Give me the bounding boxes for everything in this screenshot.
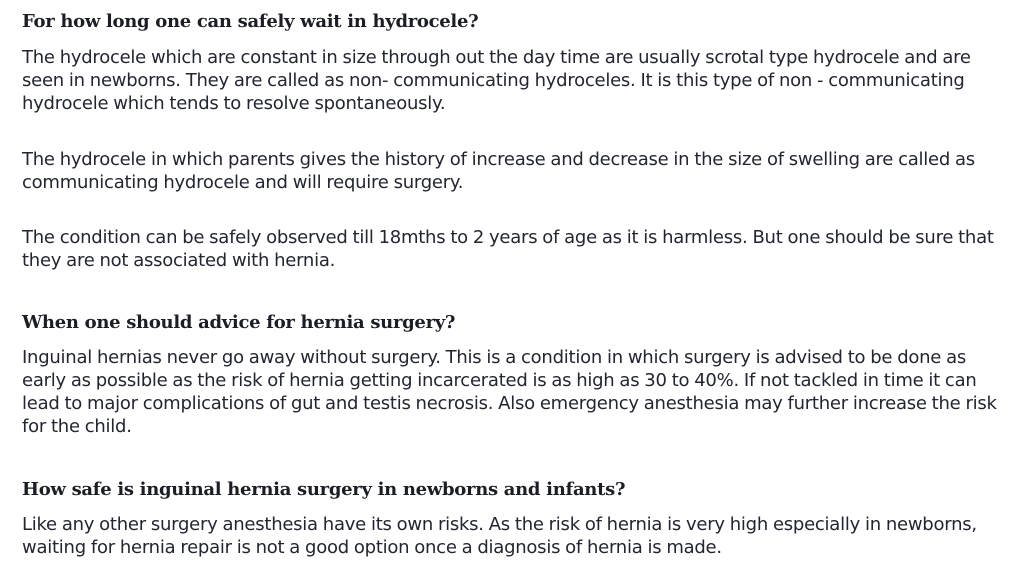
paragraph: Like any other surgery anesthesia have its own risks. As the risk of hernia is very high especially in newborns, waiting for hernia repair is not a good option once a diagnosis of hernia is made. <box>22 514 977 558</box>
paragraph: The hydrocele which are constant in size through out the day time are usually scrotal type hydrocele and are seen in newborns. They are called as non- communicating hydroceles. It is this type of non - communicating hydrocele which tends to resolve spontaneously. <box>22 47 971 114</box>
section-heading: When one should advice for hernia surgery? <box>22 312 456 333</box>
paragraph: Inguinal hernias never go away without surgery. This is a condition in which surgery is advised to be done as early as possible as the risk of hernia getting incarcerated is as high as 30 to 40%. If not tackled in time it can lead to major complications of gut and testis necrosis. Also emergency anesthesia may further increase the risk for the child. <box>22 347 997 437</box>
section-hernia-surgery-advice <box>22 311 1012 438</box>
section-heading: For how long one can safely wait in hydrocele? <box>22 11 479 32</box>
section-hernia-surgery-safety <box>22 478 1012 559</box>
section-hydrocele-wait <box>22 10 1012 272</box>
paragraph: The condition can be safely observed till 18mths to 2 years of age as it is harmless. But one should be sure that they are not associated with hernia. <box>22 227 994 271</box>
document-page <box>22 0 1012 559</box>
paragraph: The hydrocele in which parents gives the history of increase and decrease in the size of swelling are called as communicating hydrocele and will require surgery. <box>22 149 975 193</box>
section-heading: How safe is inguinal hernia surgery in newborns and infants? <box>22 479 626 500</box>
